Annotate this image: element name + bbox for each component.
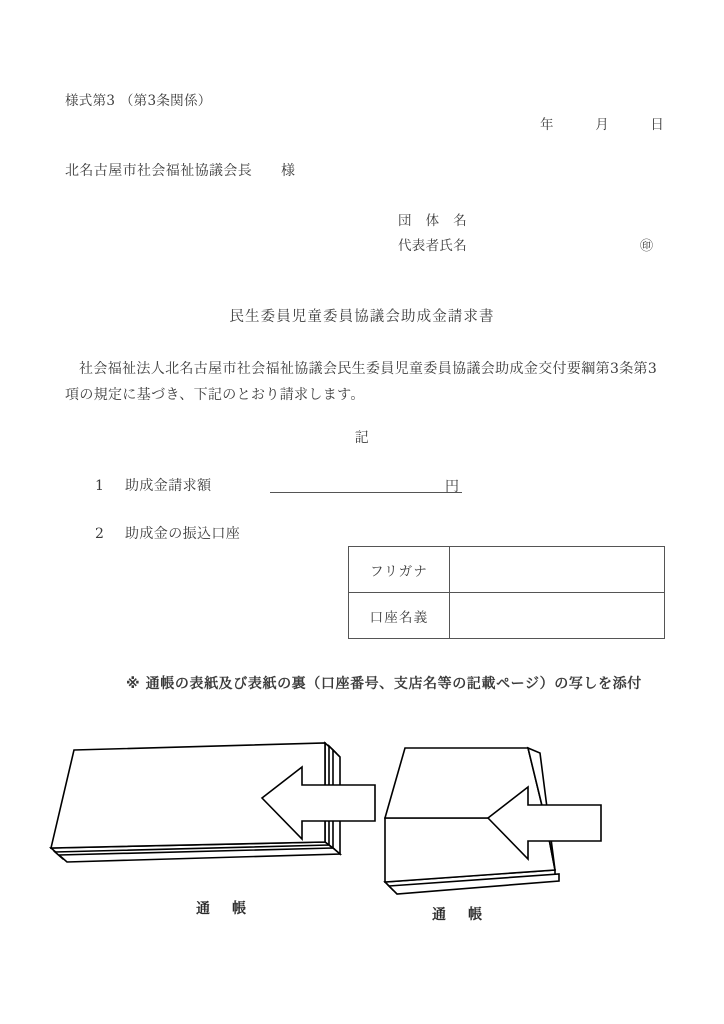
attachment-note: ※ 通帳の表紙及び表紙の裏（口座番号、支店名等の記載ページ）の写しを添付: [126, 676, 642, 692]
form-number: 様式第3 （第3条関係）: [65, 93, 212, 109]
representative-label: 代表者氏名: [398, 238, 467, 254]
row-value-account-name[interactable]: [450, 593, 665, 639]
table-row: [349, 593, 665, 639]
body-paragraph: 社会福祉法人北名古屋市社会福祉協議会民生委員児童委員協議会助成金交付要綱第3条第3項の規定に基づき、下記のとおり請求します。: [65, 361, 658, 403]
row-label-furigana: フリガナ: [349, 547, 450, 593]
organization-row: [398, 209, 467, 234]
item-grant-amount: [95, 475, 211, 495]
representative-row: [398, 234, 467, 259]
item-bank-account: [95, 523, 240, 543]
ki-marker: 記: [354, 430, 370, 446]
figure-caption-closed-passbook: 通 帳: [196, 901, 250, 917]
date-line: 年 月 日: [540, 117, 665, 133]
row-value-furigana[interactable]: [450, 547, 665, 593]
item-label: 助成金請求額: [125, 478, 212, 494]
figure-caption-open-passbook: 通 帳: [432, 907, 486, 923]
organization-label: 団 体 名: [398, 213, 467, 229]
account-table: [348, 546, 665, 639]
item-number: 2: [95, 526, 105, 542]
grant-amount-input-line[interactable]: [270, 492, 462, 493]
item-label: 助成金の振込口座: [125, 526, 241, 542]
item-number: 1: [95, 478, 105, 494]
addressee: 北名古屋市社会福祉協議会長 様: [65, 163, 296, 179]
page-title: 民生委員児童委員協議会助成金請求書: [229, 309, 495, 325]
applicant-block: [398, 209, 654, 259]
row-label-account-name: 口座名義: [349, 593, 450, 639]
passbook-illustrations: [0, 720, 724, 930]
seal-icon: ㊞: [640, 239, 654, 254]
currency-unit-label: 円: [445, 479, 459, 495]
table-row: [349, 547, 665, 593]
